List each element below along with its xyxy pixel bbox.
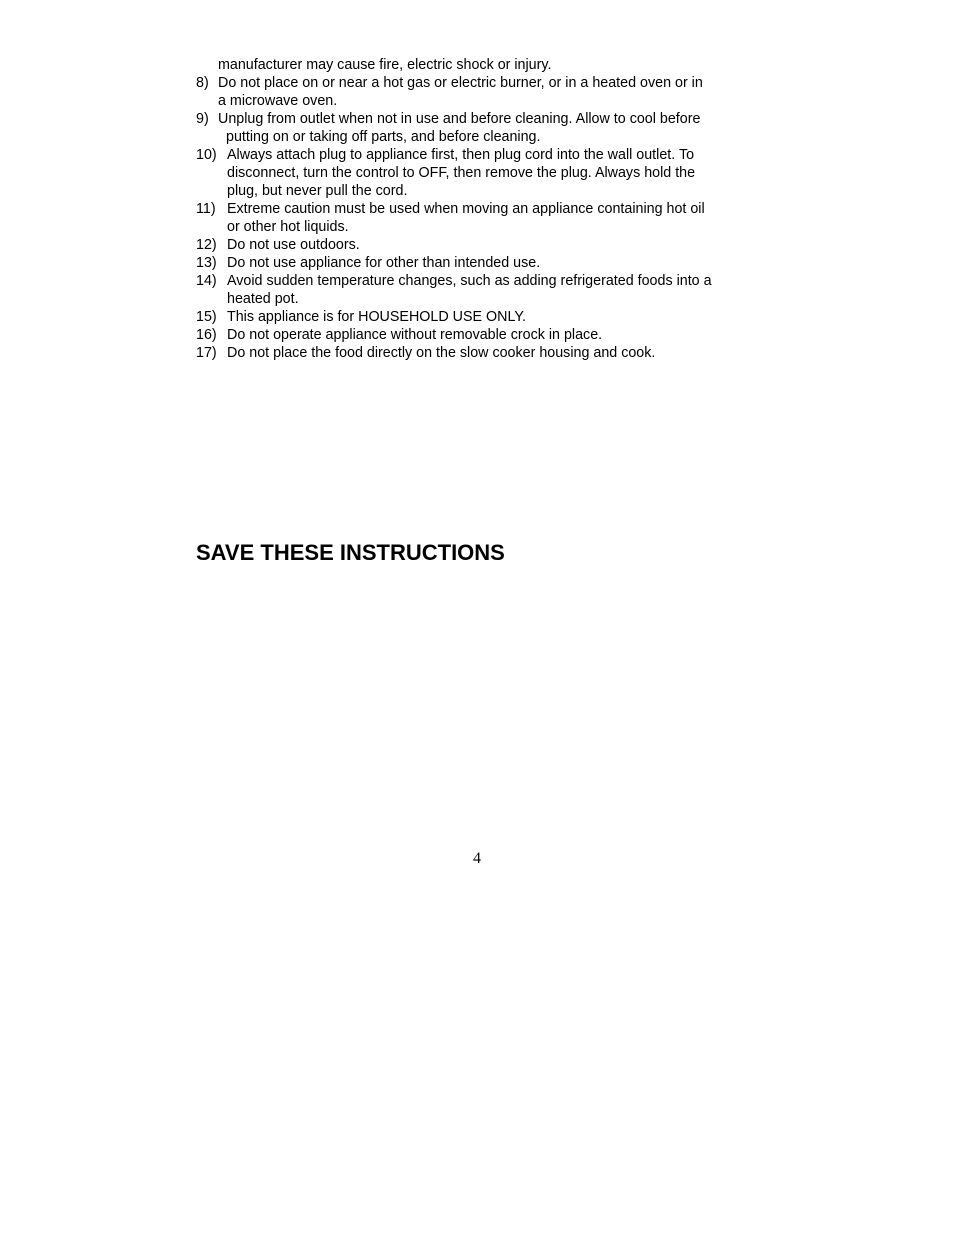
item-text — [227, 308, 776, 326]
list-item — [196, 254, 776, 272]
item-text — [227, 344, 776, 362]
item-line: Do not use outdoors. — [227, 237, 360, 253]
item-line: Do not operate appliance without removable crock in place. — [227, 327, 603, 343]
item-line: putting on or taking off parts, and before cleaning. — [226, 129, 541, 145]
item-text — [227, 272, 776, 308]
item-number: 12) — [196, 237, 217, 253]
item-line: Do not place the food directly on the slow cooker housing and cook. — [227, 345, 656, 361]
list-item — [196, 110, 776, 146]
item-line: Avoid sudden temperature changes, such as adding refrigerated foods into a — [227, 273, 712, 289]
list-item — [196, 146, 776, 200]
item-text — [227, 326, 776, 344]
save-instructions-heading: SAVE THESE INSTRUCTIONS — [196, 540, 505, 565]
item-line: Do not place on or near a hot gas or electric burner, or in a heated oven or in — [218, 75, 703, 91]
item-text — [227, 146, 776, 200]
item-line: plug, but never pull the cord. — [227, 183, 408, 199]
item-number: 15) — [196, 309, 217, 325]
item-line: Unplug from outlet when not in use and before cleaning. Allow to cool before — [218, 111, 701, 127]
item-line: This appliance is for HOUSEHOLD USE ONLY. — [227, 309, 527, 325]
item-number: 14) — [196, 273, 217, 289]
list-item — [196, 308, 776, 326]
page-number: 4 — [473, 850, 481, 867]
item-number: 13) — [196, 255, 217, 271]
item-text — [218, 74, 776, 110]
item-number: 8) — [196, 75, 209, 91]
continued-item-text: manufacturer may cause fire, electric shock or injury. — [218, 57, 552, 73]
list-item — [196, 236, 776, 254]
item-line: Do not use appliance for other than intended use. — [227, 255, 541, 271]
item-line: a microwave oven. — [218, 93, 338, 109]
item-number: 9) — [196, 111, 209, 127]
item-number: 17) — [196, 345, 217, 361]
item-number: 10) — [196, 147, 217, 163]
item-number: 16) — [196, 327, 217, 343]
list-item — [196, 344, 776, 362]
item-line: heated pot. — [227, 291, 299, 307]
list-item — [196, 326, 776, 344]
item-line: Extreme caution must be used when moving an appliance containing hot oil — [227, 201, 705, 217]
safety-instructions-list — [196, 56, 776, 362]
item-text — [218, 110, 776, 146]
item-number: 11) — [196, 201, 216, 217]
list-item — [196, 74, 776, 110]
list-item — [196, 272, 776, 308]
list-item — [196, 200, 776, 236]
item-text — [227, 200, 776, 236]
item-text — [227, 254, 776, 272]
item-line: disconnect, turn the control to OFF, then remove the plug. Always hold the — [227, 165, 696, 181]
item-text — [227, 236, 776, 254]
item-line: Always attach plug to appliance first, then plug cord into the wall outlet. To — [227, 147, 695, 163]
item-line: or other hot liquids. — [227, 219, 349, 235]
